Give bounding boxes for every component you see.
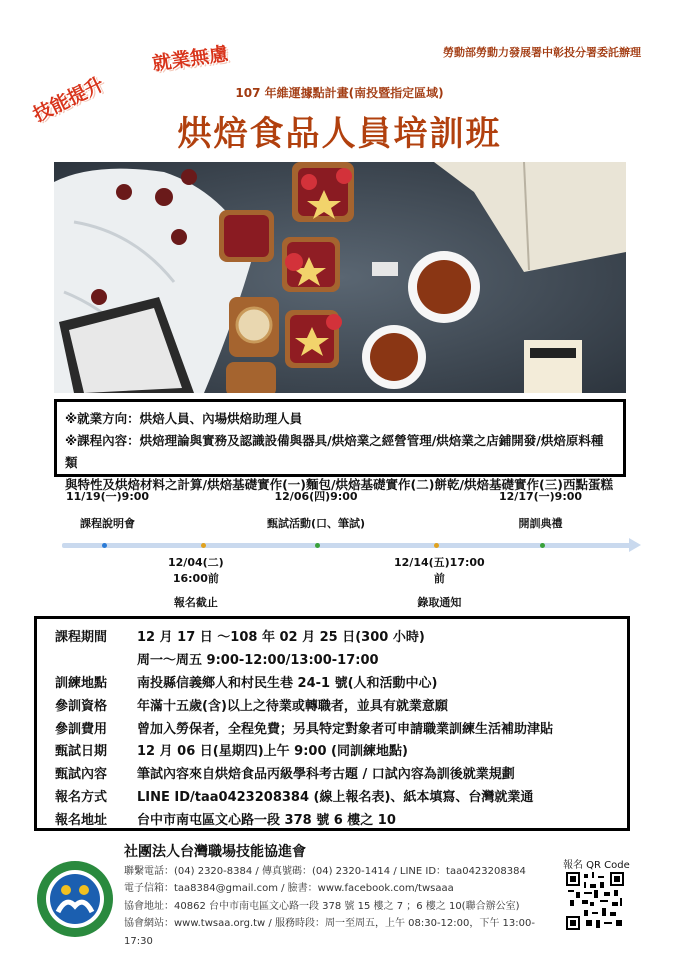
timeline: [54, 486, 644, 616]
timeline-marker: [434, 543, 439, 548]
slogan-employment: 就業無慮: [151, 42, 230, 76]
detail-row: [37, 647, 627, 670]
timeline-label: 甄試活動(口、筆試): [267, 517, 366, 530]
detail-row: [37, 670, 627, 693]
detail-row: [37, 738, 627, 761]
detail-value: 年滿十五歲(含)以上之待業或轉職者，並具有就業意願: [137, 698, 448, 714]
detail-value: 南投縣信義鄉人和村民生巷 24-1 號(人和活動中心): [137, 675, 438, 691]
timeline-label: 報名截止: [173, 596, 218, 609]
timeline-event: [66, 488, 149, 531]
timeline-time: 16:00前: [172, 572, 219, 585]
detail-label: 參訓資格: [55, 698, 108, 714]
timeline-marker: [201, 543, 206, 548]
contact-email: 電子信箱：taa8384@gmail.com / 臉書：www.facebook.com/twsaaa: [124, 883, 454, 894]
timeline-marker: [540, 543, 545, 548]
timeline-label: 錄取通知: [417, 596, 462, 609]
timeline-marker: [102, 543, 107, 548]
detail-label: 甄試內容: [55, 767, 108, 783]
registration-qr-code[interactable]: [566, 872, 624, 930]
employment-direction: ※就業方向：烘焙人員、內場烘焙助理人員: [65, 411, 303, 426]
timeline-time: 前: [433, 572, 445, 585]
association-website: 協會網站：www.twsaa.org.tw / 服務時段：周一至周五，上午 08:30-12:00，下午 13:00-17:30: [124, 918, 535, 947]
footer-info: [124, 844, 554, 950]
detail-value: 12 月 17 日 ～108 年 02 月 25 日(300 小時): [137, 629, 425, 645]
timeline-date: 12/14(五)17:00: [394, 556, 485, 569]
course-info-box: [54, 399, 626, 492]
course-content: ※課程內容：烘焙理論與實務及認識設備與器具/烘焙業之經營管理/烘焙業之店鋪開發/烘焙原料種類: [65, 433, 604, 470]
timeline-date: 12/04(二): [168, 556, 224, 569]
detail-row: [37, 624, 627, 647]
detail-label: 訓練地點: [55, 675, 108, 691]
timeline-event: [267, 488, 365, 531]
association-name: 社團法人台灣職場技能協進會: [124, 844, 306, 860]
association-address: 協會地址：40862 台中市南屯區文心路一段 378 號 15 樓之 7 ；6 樓之 10(聯合辦公室): [124, 900, 520, 912]
page-title: 烘焙食品人員培訓班: [177, 114, 502, 154]
timeline-marker: [315, 543, 320, 548]
detail-row: [37, 761, 627, 784]
bakery-photo: [54, 162, 626, 393]
timeline-event: [394, 554, 485, 610]
timeline-date: 12/17(一)9:00: [499, 490, 583, 503]
timeline-date: 12/06(四)9:00: [274, 490, 358, 503]
detail-value: LINE ID/taa0423208384 (線上報名表)、紙本填寫、台灣就業通: [137, 790, 534, 806]
contact-phone: 聯繫電話：(04) 2320-8384 / 傳真號碼：(04) 2320-1414 / LINE ID：taa0423208384: [124, 865, 526, 877]
detail-label: 報名地址: [55, 813, 108, 829]
timeline-arrowhead: [629, 538, 641, 552]
slogan-skill-upgrade: 技能提升: [29, 73, 108, 127]
detail-label: 課程期間: [55, 629, 108, 645]
timeline-event: [168, 554, 224, 610]
course-content-continued: 與特性及烘焙材料之計算/烘焙基礎實作(一)麵包/烘焙基礎實作(二)餅乾/烘焙基礎實作(三)西點蛋糕: [65, 477, 613, 492]
plan-subtitle: 107 年維運據點計畫(南投暨指定區域): [235, 86, 444, 100]
timeline-event: [499, 488, 582, 531]
detail-label: 甄試日期: [55, 744, 108, 760]
detail-row: [37, 807, 627, 830]
timeline-date: 11/19(一)9:00: [66, 490, 150, 503]
organizer-text: 勞動部勞動力發展署中彰投分署委託辦理: [443, 46, 641, 59]
detail-value: 曾加入勞保者，全程免費；另具特定對象者可申請職業訓練生活補助津貼: [137, 721, 554, 737]
detail-value: 筆試內容來自烘焙食品丙級學科考古題 / 口試內容為訓後就業規劃: [137, 767, 515, 783]
detail-value: 周一～周五 9:00-12:00/13:00-17:00: [137, 652, 379, 668]
detail-row: [37, 693, 627, 716]
detail-value: 台中市南屯區文心路一段 378 號 6 樓之 10: [137, 813, 396, 829]
detail-label: 參訓費用: [55, 721, 108, 737]
detail-row: [37, 784, 627, 807]
detail-label: 報名方式: [55, 790, 108, 806]
qr-code-label: 報名 QR Code: [563, 860, 630, 871]
association-logo: [36, 860, 114, 938]
timeline-bar: [62, 543, 634, 548]
timeline-label: 課程說明會: [80, 517, 136, 530]
detail-row: [37, 716, 627, 739]
detail-value: 12 月 06 日(星期四)上午 9:00 (同訓練地點): [137, 744, 408, 760]
course-details-box: [34, 616, 630, 831]
timeline-label: 開訓典禮: [518, 517, 563, 530]
